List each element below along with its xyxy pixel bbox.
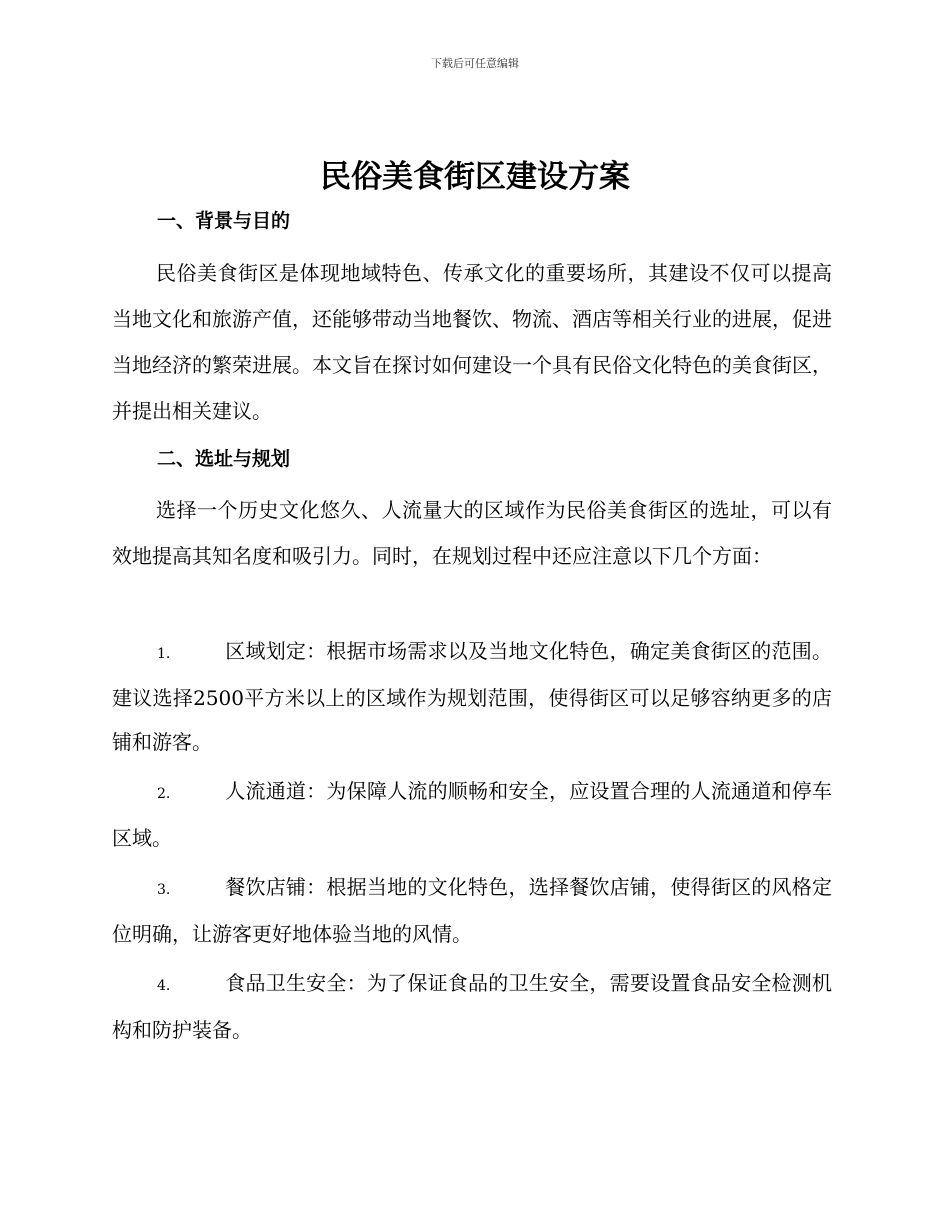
section-1-paragraph: 民俗美食街区是体现地域特色、传承文化的重要场所，其建设不仅可以提高当地文化和旅游产值，还能够带动当地餐饮、物流、酒店等相关行业的进展，促进当地经济的繁荣进展。本文旨在探讨如何建设一个具有民俗文化特色的美食街区，并提出相关建议。: [112, 261, 832, 423]
list-item-text: 区域划定：根据市场需求以及当地文化特色，确定美食街区的范围。建议选择2500平方米以上的区域作为规划范围，使得街区可以足够容纳更多的店铺和游客。: [112, 639, 832, 754]
list-item-text: 人流通道：为保障人流的顺畅和安全，应设置合理的人流通道和停车区域。: [112, 779, 832, 850]
list-item-number: 1.: [157, 646, 171, 662]
list-item: [112, 629, 832, 764]
section-heading-2: 二、选址与规划: [157, 448, 291, 470]
document-title: 民俗美食街区建设方案: [320, 159, 630, 195]
list-item-number: 3.: [157, 882, 171, 898]
list-item-number: 4.: [157, 978, 171, 994]
section-2-paragraph: 选择一个历史文化悠久、人流量大的区域作为民俗美食街区的选址，可以有效地提高其知名度和吸引力。同时，在规划过程中还应注意以下几个方面：: [112, 498, 832, 568]
list-item-text: 食品卫生安全：为了保证食品的卫生安全，需要设置食品安全检测机构和防护装备。: [112, 971, 832, 1042]
list-item: [112, 961, 832, 1052]
list-item: [112, 865, 832, 956]
list-item-text: 餐饮店铺：根据当地的文化特色，选择餐饮店铺，使得街区的风格定位明确，让游客更好地体验当地的风情。: [112, 875, 832, 946]
section-heading-1: 一、背景与目的: [157, 210, 291, 232]
list-item: [112, 769, 832, 860]
header-note: 下载后可任意编辑: [431, 57, 519, 70]
list-item-number: 2.: [157, 786, 171, 802]
